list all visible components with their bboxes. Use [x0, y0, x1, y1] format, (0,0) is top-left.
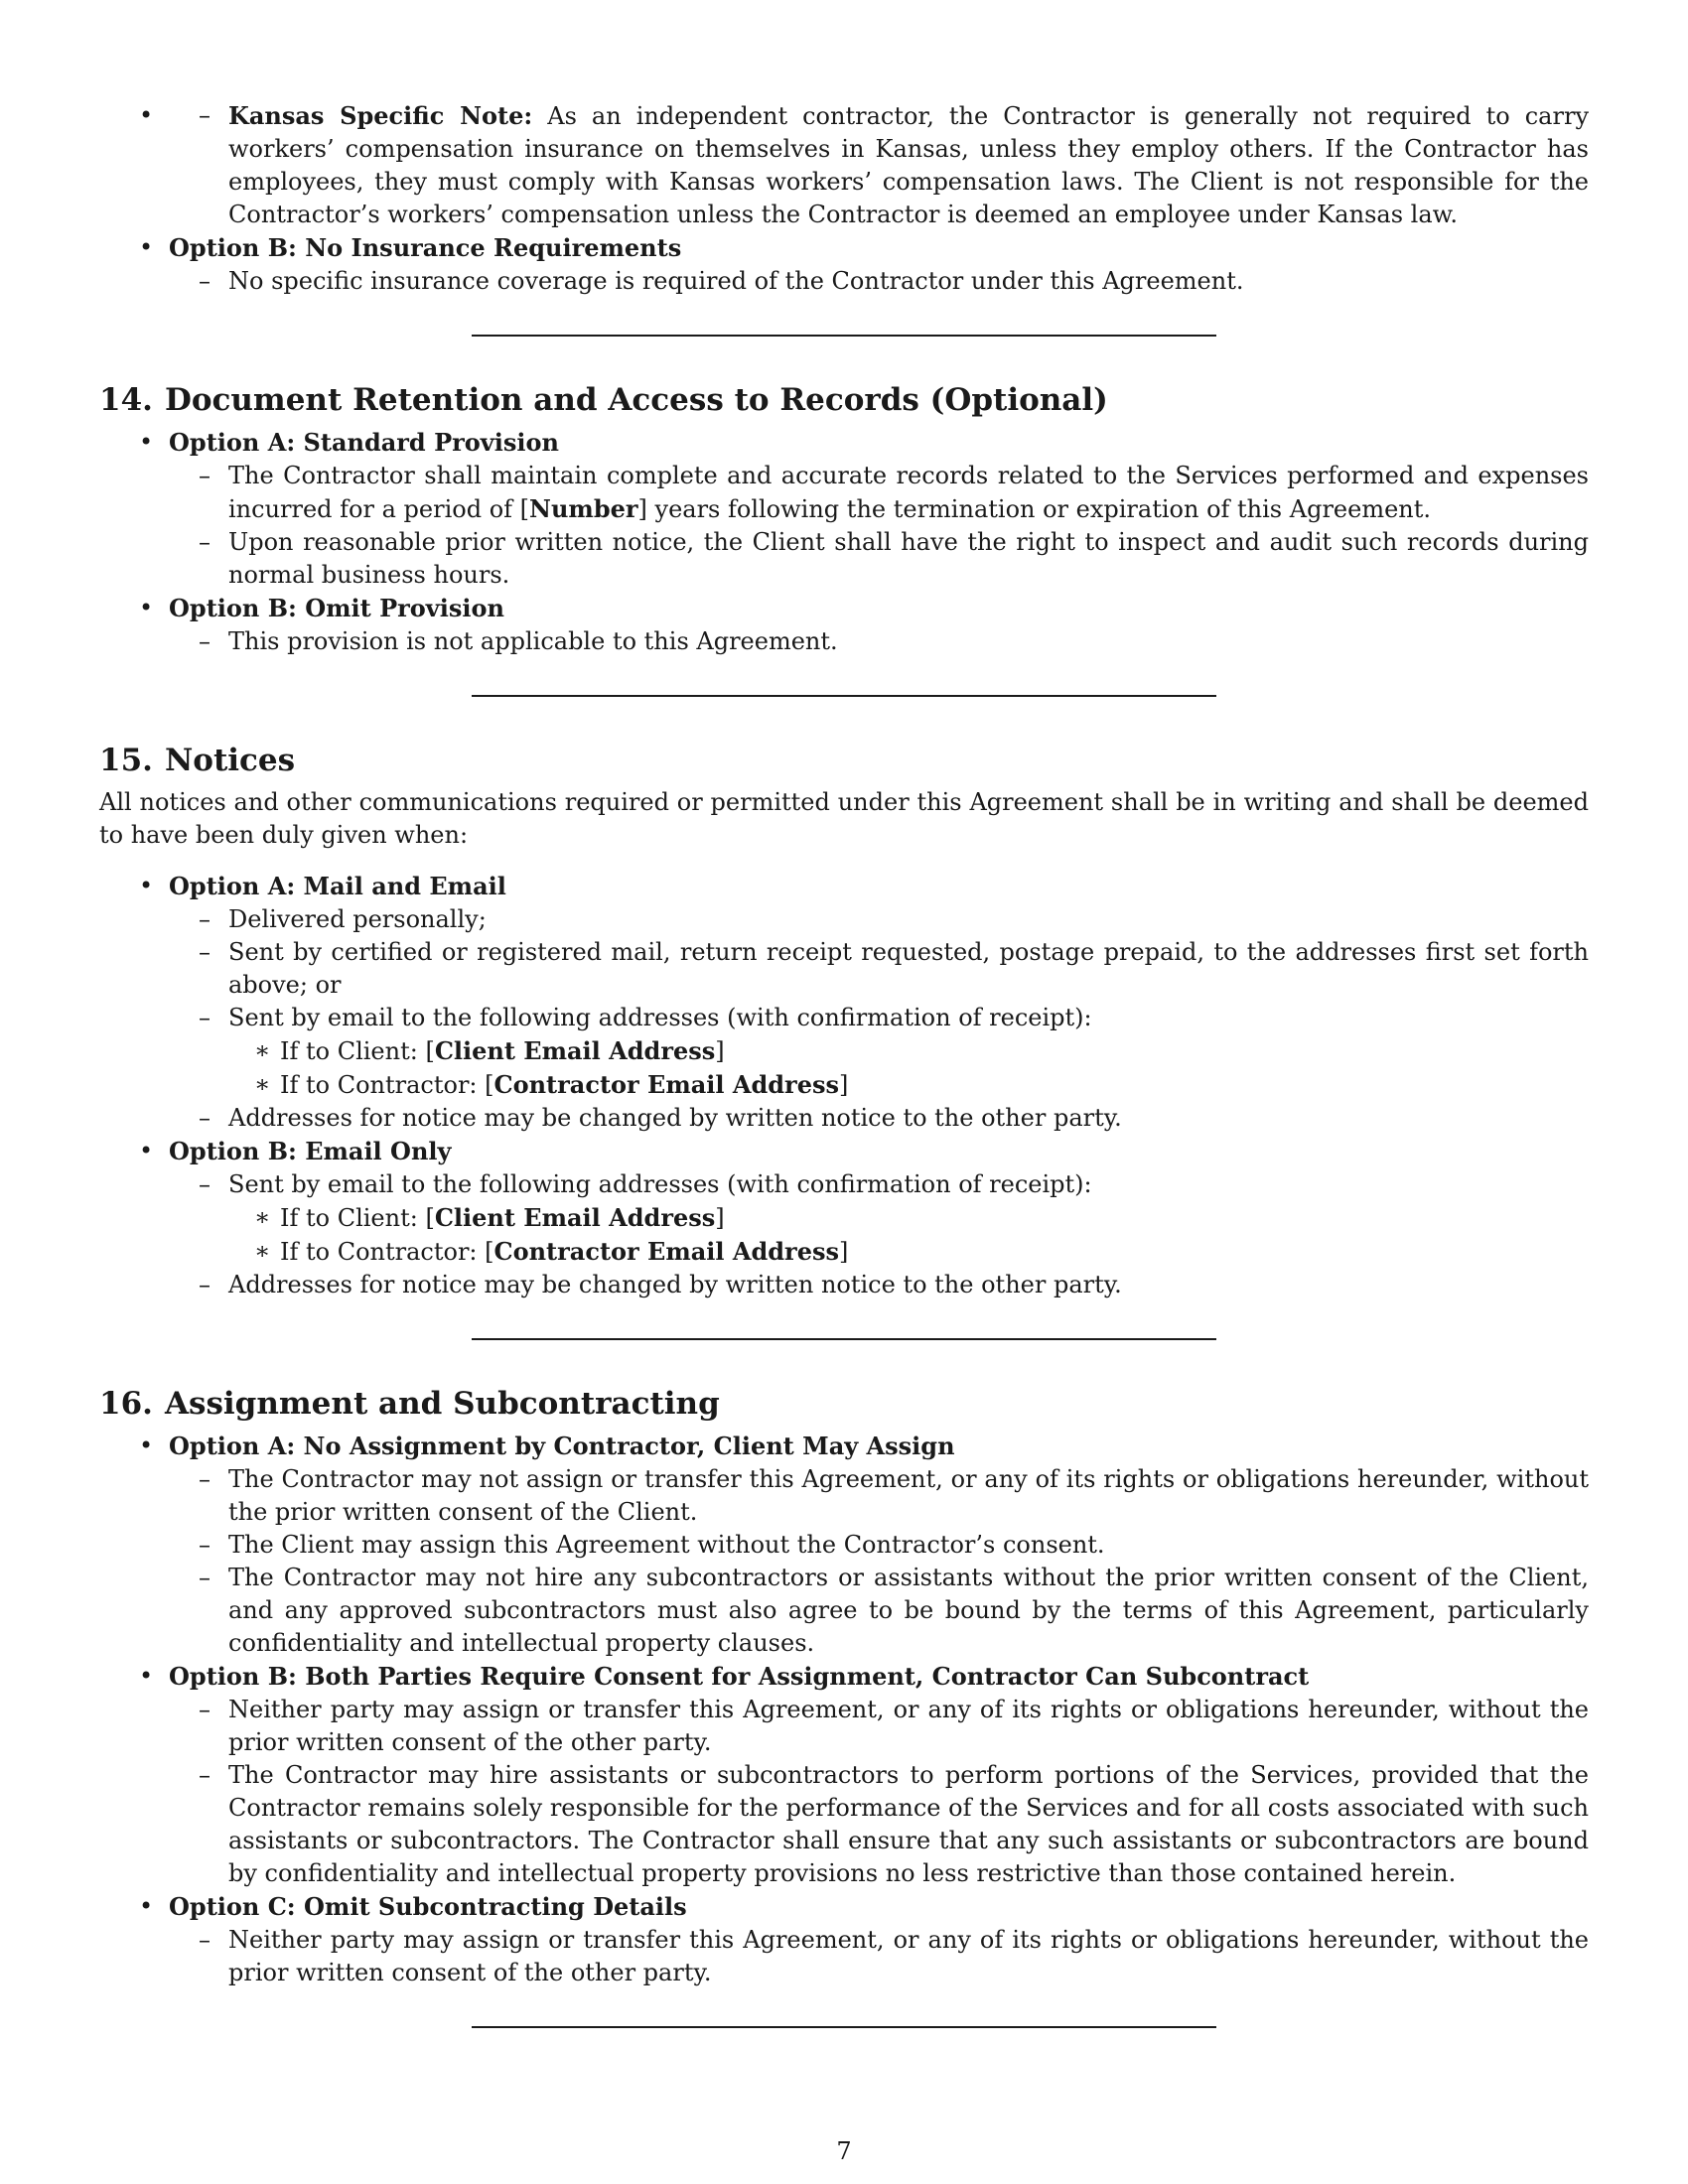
option-b-email-only: [169, 1135, 1589, 1301]
client-email-line: ∗ If to Client: [Client Email Address]: [280, 1201, 1589, 1235]
section-divider: [472, 1338, 1216, 1340]
list-item: [169, 99, 1589, 231]
section-15-intro: All notices and other communications required or permitted under this Agreement shall be in writing and shall be deemed to have been duly given when:: [99, 788, 1589, 849]
option-a-standard-provision: [169, 426, 1589, 592]
option-title: Option B: No Insurance Requirements: [169, 233, 682, 262]
option-title: Option B: Email Only: [169, 1137, 452, 1165]
section-divider: [472, 335, 1216, 337]
section-13-continuation: [99, 99, 1589, 231]
number-placeholder: Number: [529, 494, 638, 523]
option-c-omit-subcontracting: [169, 1890, 1589, 1989]
option-title: Option A: Standard Provision: [169, 428, 559, 457]
page-number: 7: [836, 2137, 852, 2165]
section-divider: [472, 2026, 1216, 2028]
list-item: – Upon reasonable prior written notice, the Client shall have the right to inspect and audit such records during normal business hours.: [228, 526, 1589, 592]
contractor-email-line: ∗ If to Contractor: [Contractor Email Address]: [280, 1235, 1589, 1269]
section-14-options: [99, 426, 1589, 658]
option-a-mail-email: [169, 870, 1589, 1135]
list-item: – Sent by certified or registered mail, return receipt requested, postage prepaid, to the addresses first set forth above; or: [228, 936, 1589, 1002]
section-heading-14: 14. Document Retention and Access to Records (Optional): [99, 382, 1108, 418]
section-heading-15: 15. Notices: [99, 743, 296, 778]
list-item: – The Contractor shall maintain complete and accurate records related to the Services performed and expenses incurred for a period of [Number] years following the termination or expiration of this Agreement.: [228, 460, 1589, 526]
option-title: Option A: No Assignment by Contractor, Client May Assign: [169, 1432, 955, 1460]
list-item: – Neither party may assign or transfer this Agreement, or any of its rights or obligations hereunder, without the prior written consent of the other party.: [228, 1924, 1589, 1989]
list-item: – Sent by email to the following addresses (with confirmation of receipt): ∗ If to Client: [Client Email Address] ∗ If to Contractor: [Contractor Email Address]: [228, 1168, 1589, 1269]
section-heading-16: 16. Assignment and Subcontracting: [99, 1386, 720, 1422]
option-title: Option C: Omit Subcontracting Details: [169, 1892, 687, 1921]
list-item: – The Contractor may hire assistants or subcontractors to perform portions of the Services, provided that the Contractor remains solely responsible for the performance of the Services and for all costs associated with such assistants or subcontractors. The Contractor shall ensure that any such assistants or subcontractors are bound by confidentiality and intellectual property provisions no less restrictive than those contained herein.: [228, 1759, 1589, 1890]
contractor-email-line: ∗ If to Contractor: [Contractor Email Address]: [280, 1068, 1589, 1102]
kansas-note-label: Kansas Specific Note:: [228, 101, 533, 130]
option-title: Option A: Mail and Email: [169, 872, 506, 900]
section-divider: [472, 695, 1216, 697]
section-16-options: [99, 1430, 1589, 1989]
option-b-omit-provision: [169, 592, 1589, 658]
option-b-no-insurance: [169, 231, 1589, 298]
list-item: – No specific insurance coverage is required of the Contractor under this Agreement.: [228, 265, 1589, 298]
option-a-no-assignment: [169, 1430, 1589, 1660]
option-b-both-consent: [169, 1660, 1589, 1890]
list-item: – Addresses for notice may be changed by written notice to the other party.: [228, 1102, 1589, 1135]
list-item: – This provision is not applicable to this Agreement.: [228, 625, 1589, 658]
section-15-options: [99, 870, 1589, 1301]
list-item: – The Contractor may not hire any subcontractors or assistants without the prior written consent of the Client, and any approved subcontractors must also agree to be bound by the terms of this Agreement, particularly confidentiality and intellectual property clauses.: [228, 1562, 1589, 1660]
document-page: [99, 99, 1589, 2028]
option-title: Option B: Omit Provision: [169, 594, 504, 622]
list-item: – Addresses for notice may be changed by written notice to the other party.: [228, 1269, 1589, 1301]
list-item: – The Client may assign this Agreement without the Contractor’s consent.: [228, 1529, 1589, 1562]
client-email-line: ∗ If to Client: [Client Email Address]: [280, 1034, 1589, 1068]
list-item: – The Contractor may not assign or transfer this Agreement, or any of its rights or obligations hereunder, without the prior written consent of the Client.: [228, 1463, 1589, 1529]
kansas-note-text: As an independent contractor, the Contractor is generally not required to carry workers’ compensation insurance on themselves in Kansas, unless they employ others. If the Contractor has employees, they must comply with Kansas workers’ compensation laws. The Client is not responsible for the Contractor’s workers’ compensation unless the Contractor is deemed an employee under Kansas law.: [228, 102, 1589, 228]
option-title: Option B: Both Parties Require Consent for Assignment, Contractor Can Subcontract: [169, 1662, 1310, 1691]
kansas-note: [228, 99, 1589, 231]
section-13-options: [99, 231, 1589, 298]
list-item: – Sent by email to the following addresses (with confirmation of receipt): ∗ If to Client: [Client Email Address] ∗ If to Contractor: [Contractor Email Address]: [228, 1002, 1589, 1102]
list-item: – Neither party may assign or transfer this Agreement, or any of its rights or obligations hereunder, without the prior written consent of the other party.: [228, 1694, 1589, 1759]
list-item: – Delivered personally;: [228, 903, 1589, 936]
